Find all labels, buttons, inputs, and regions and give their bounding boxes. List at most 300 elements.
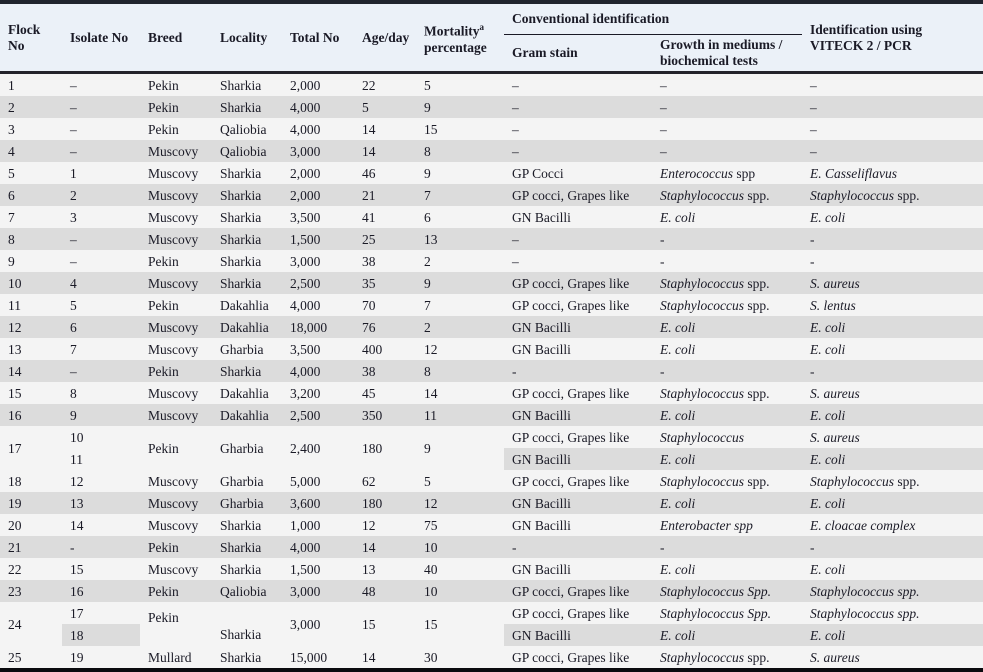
cell-gram-stain: GP Cocci bbox=[504, 162, 652, 184]
cell-isolate-no: 14 bbox=[62, 514, 140, 536]
cell-growth-mediums: – bbox=[652, 73, 802, 97]
col-header-viteck-pcr bbox=[802, 2, 983, 73]
cell-flock-no: 21 bbox=[0, 536, 62, 558]
cell-viteck-pcr: E. coli bbox=[802, 338, 983, 360]
mortality-footnote-marker: a bbox=[479, 22, 484, 33]
cell-locality: Gharbia bbox=[212, 470, 282, 492]
cell-flock-no: 23 bbox=[0, 580, 62, 602]
cell-viteck-pcr: E. coli bbox=[802, 404, 983, 426]
cell-age: 180 bbox=[354, 426, 416, 470]
cell-flock-no: 8 bbox=[0, 228, 62, 250]
cell-age: 15 bbox=[354, 602, 416, 646]
table-row bbox=[0, 272, 983, 294]
col-header-age: Age/day bbox=[354, 2, 416, 73]
cell-viteck-pcr: – bbox=[802, 118, 983, 140]
cell-flock-no: 9 bbox=[0, 250, 62, 272]
cell-breed: Muscovy bbox=[140, 404, 212, 426]
cell-growth-mediums: E. coli bbox=[652, 338, 802, 360]
cell-viteck-pcr: S. aureus bbox=[802, 272, 983, 294]
cell-isolate-no: – bbox=[62, 118, 140, 140]
cell-flock-no: 2 bbox=[0, 96, 62, 118]
cell-mortality: 11 bbox=[416, 404, 504, 426]
cell-growth-mediums: - bbox=[652, 536, 802, 558]
cell-isolate-no: – bbox=[62, 228, 140, 250]
cell-gram-stain: GP cocci, Grapes like bbox=[504, 382, 652, 404]
cell-total-no: 1,500 bbox=[282, 228, 354, 250]
cell-mortality: 10 bbox=[416, 536, 504, 558]
cell-locality: Sharkia bbox=[212, 558, 282, 580]
cell-gram-stain: – bbox=[504, 118, 652, 140]
cell-viteck-pcr: Staphylococcus spp. bbox=[802, 580, 983, 602]
table-row bbox=[0, 96, 983, 118]
col-group-conventional-identification: Conventional identification bbox=[504, 2, 802, 35]
cell-isolate-no: – bbox=[62, 140, 140, 162]
cell-growth-mediums: E. coli bbox=[652, 624, 802, 646]
cell-age: 25 bbox=[354, 228, 416, 250]
cell-locality: Sharkia bbox=[212, 73, 282, 97]
col-header-growth-mediums bbox=[652, 35, 802, 73]
cell-breed: Pekin bbox=[140, 250, 212, 272]
cell-total-no: 4,000 bbox=[282, 118, 354, 140]
cell-breed: Pekin bbox=[140, 580, 212, 602]
cell-total-no: 2,000 bbox=[282, 184, 354, 206]
cell-total-no: 3,600 bbox=[282, 492, 354, 514]
cell-isolate-no: 1 bbox=[62, 162, 140, 184]
cell-mortality: 15 bbox=[416, 602, 504, 646]
col-header-isolate-no: Isolate No bbox=[62, 2, 140, 73]
cell-breed: Muscovy bbox=[140, 558, 212, 580]
table-row bbox=[0, 580, 983, 602]
cell-viteck-pcr: E. coli bbox=[802, 558, 983, 580]
table-row bbox=[0, 514, 983, 536]
col-header-total-no: Total No bbox=[282, 2, 354, 73]
cell-total-no: 15,000 bbox=[282, 646, 354, 670]
cell-viteck-pcr: E. coli bbox=[802, 316, 983, 338]
cell-gram-stain: GN Bacilli bbox=[504, 316, 652, 338]
cell-total-no: 3,000 bbox=[282, 250, 354, 272]
cell-viteck-pcr: - bbox=[802, 250, 983, 272]
cell-age: 14 bbox=[354, 646, 416, 670]
mortality-label-line2: percentage bbox=[424, 39, 487, 55]
cell-breed: Pekin bbox=[140, 426, 212, 470]
cell-locality: Dakahlia bbox=[212, 294, 282, 316]
cell-flock-no: 14 bbox=[0, 360, 62, 382]
cell-growth-mediums: Staphylococcus Spp. bbox=[652, 602, 802, 624]
cell-locality: Qaliobia bbox=[212, 580, 282, 602]
cell-total-no: 5,000 bbox=[282, 470, 354, 492]
cell-gram-stain: GP cocci, Grapes like bbox=[504, 580, 652, 602]
cell-isolate-no: – bbox=[62, 360, 140, 382]
cell-viteck-pcr: - bbox=[802, 228, 983, 250]
cell-breed: Pekin bbox=[140, 602, 212, 646]
header-row-1 bbox=[0, 2, 983, 35]
cell-mortality: 30 bbox=[416, 646, 504, 670]
cell-age: 21 bbox=[354, 184, 416, 206]
cell-locality: Gharbia bbox=[212, 338, 282, 360]
cell-viteck-pcr: E. coli bbox=[802, 492, 983, 514]
cell-total-no: 3,200 bbox=[282, 382, 354, 404]
cell-flock-no: 1 bbox=[0, 73, 62, 97]
cell-growth-mediums: Staphylococcus spp. bbox=[652, 646, 802, 670]
cell-total-no: 3,500 bbox=[282, 206, 354, 228]
cell-breed: Muscovy bbox=[140, 470, 212, 492]
cell-gram-stain: GP cocci, Grapes like bbox=[504, 602, 652, 624]
cell-total-no: 3,500 bbox=[282, 338, 354, 360]
table-row bbox=[0, 316, 983, 338]
cell-viteck-pcr: S. aureus bbox=[802, 426, 983, 448]
cell-gram-stain: GP cocci, Grapes like bbox=[504, 646, 652, 670]
cell-growth-mediums: Staphylococcus bbox=[652, 426, 802, 448]
cell-isolate-no: 7 bbox=[62, 338, 140, 360]
cell-isolate-no: – bbox=[62, 96, 140, 118]
table-row bbox=[0, 118, 983, 140]
cell-mortality: 8 bbox=[416, 140, 504, 162]
cell-age: 350 bbox=[354, 404, 416, 426]
cell-locality: Sharkia bbox=[212, 228, 282, 250]
cell-breed: Muscovy bbox=[140, 492, 212, 514]
table-body bbox=[0, 73, 983, 671]
cell-locality: Sharkia bbox=[212, 162, 282, 184]
cell-flock-no: 19 bbox=[0, 492, 62, 514]
cell-viteck-pcr: – bbox=[802, 73, 983, 97]
cell-total-no: 2,500 bbox=[282, 404, 354, 426]
cell-viteck-pcr: E. Casseliflavus bbox=[802, 162, 983, 184]
cell-gram-stain: – bbox=[504, 96, 652, 118]
cell-mortality: 13 bbox=[416, 228, 504, 250]
cell-isolate-no: 18 bbox=[62, 624, 140, 646]
cell-viteck-pcr: - bbox=[802, 536, 983, 558]
cell-age: 5 bbox=[354, 96, 416, 118]
cell-mortality: 7 bbox=[416, 294, 504, 316]
cell-locality: Sharkia bbox=[212, 360, 282, 382]
cell-gram-stain: GN Bacilli bbox=[504, 624, 652, 646]
cell-gram-stain: GN Bacilli bbox=[504, 404, 652, 426]
cell-locality: Sharkia bbox=[212, 206, 282, 228]
cell-locality: Dakahlia bbox=[212, 316, 282, 338]
cell-gram-stain: GP cocci, Grapes like bbox=[504, 294, 652, 316]
cell-breed: Muscovy bbox=[140, 272, 212, 294]
cell-gram-stain: GN Bacilli bbox=[504, 206, 652, 228]
cell-age: 41 bbox=[354, 206, 416, 228]
cell-locality: Dakahlia bbox=[212, 382, 282, 404]
cell-gram-stain: – bbox=[504, 250, 652, 272]
cell-mortality: 10 bbox=[416, 580, 504, 602]
cell-locality: Sharkia bbox=[212, 272, 282, 294]
cell-flock-no: 12 bbox=[0, 316, 62, 338]
cell-age: 14 bbox=[354, 140, 416, 162]
cell-gram-stain: GN Bacilli bbox=[504, 338, 652, 360]
cell-growth-mediums: E. coli bbox=[652, 206, 802, 228]
cell-viteck-pcr: E. coli bbox=[802, 624, 983, 646]
cell-total-no: 2,500 bbox=[282, 272, 354, 294]
cell-mortality: 12 bbox=[416, 338, 504, 360]
cell-locality: Sharkia bbox=[212, 646, 282, 670]
cell-isolate-no: 2 bbox=[62, 184, 140, 206]
cell-breed: Muscovy bbox=[140, 184, 212, 206]
cell-age: 62 bbox=[354, 470, 416, 492]
cell-age: 38 bbox=[354, 250, 416, 272]
cell-total-no: 1,000 bbox=[282, 514, 354, 536]
cell-locality: Dakahlia bbox=[212, 404, 282, 426]
cell-mortality: 5 bbox=[416, 470, 504, 492]
cell-isolate-no: 15 bbox=[62, 558, 140, 580]
cell-gram-stain: GN Bacilli bbox=[504, 514, 652, 536]
cell-mortality: 2 bbox=[416, 316, 504, 338]
cell-breed: Muscovy bbox=[140, 338, 212, 360]
col-header-gram-stain: Gram stain bbox=[504, 35, 652, 73]
cell-growth-mediums: Staphylococcus spp. bbox=[652, 184, 802, 206]
cell-age: 180 bbox=[354, 492, 416, 514]
cell-isolate-no: 11 bbox=[62, 448, 140, 470]
cell-age: 14 bbox=[354, 118, 416, 140]
cell-locality: Sharkia bbox=[212, 514, 282, 536]
cell-gram-stain: – bbox=[504, 73, 652, 97]
table-header bbox=[0, 2, 983, 73]
col-header-mortality bbox=[416, 2, 504, 73]
cell-gram-stain: GP cocci, Grapes like bbox=[504, 272, 652, 294]
cell-growth-mediums: Enterobacter spp bbox=[652, 514, 802, 536]
col-header-flock-no: Flock No bbox=[0, 2, 62, 73]
cell-viteck-pcr: E. coli bbox=[802, 448, 983, 470]
growth-label-line1: Growth in mediums / bbox=[660, 37, 783, 52]
cell-breed: Pekin bbox=[140, 360, 212, 382]
cell-age: 13 bbox=[354, 558, 416, 580]
cell-viteck-pcr: S. aureus bbox=[802, 382, 983, 404]
cell-flock-no: 7 bbox=[0, 206, 62, 228]
cell-growth-mediums: – bbox=[652, 96, 802, 118]
cell-mortality: 9 bbox=[416, 162, 504, 184]
cell-flock-no: 13 bbox=[0, 338, 62, 360]
mortality-label: Mortality bbox=[424, 23, 480, 39]
viteck-label-line1: Identification using bbox=[810, 21, 923, 37]
cell-mortality: 5 bbox=[416, 73, 504, 97]
table-row bbox=[0, 338, 983, 360]
cell-growth-mediums: - bbox=[652, 228, 802, 250]
table-row bbox=[0, 206, 983, 228]
cell-growth-mediums: – bbox=[652, 118, 802, 140]
cell-flock-no: 17 bbox=[0, 426, 62, 470]
cell-flock-no: 6 bbox=[0, 184, 62, 206]
cell-isolate-no: 13 bbox=[62, 492, 140, 514]
cell-mortality: 2 bbox=[416, 250, 504, 272]
cell-mortality: 7 bbox=[416, 184, 504, 206]
cell-growth-mediums: E. coli bbox=[652, 558, 802, 580]
cell-breed: Muscovy bbox=[140, 316, 212, 338]
cell-isolate-no: 9 bbox=[62, 404, 140, 426]
cell-breed: Pekin bbox=[140, 118, 212, 140]
cell-total-no: 4,000 bbox=[282, 294, 354, 316]
cell-growth-mediums: - bbox=[652, 250, 802, 272]
table-row bbox=[0, 426, 983, 448]
cell-flock-no: 18 bbox=[0, 470, 62, 492]
cell-breed: Muscovy bbox=[140, 162, 212, 184]
cell-isolate-no: – bbox=[62, 73, 140, 97]
cell-total-no: 2,400 bbox=[282, 426, 354, 470]
cell-mortality: 9 bbox=[416, 96, 504, 118]
cell-total-no: 2,000 bbox=[282, 162, 354, 184]
cell-viteck-pcr: Staphylococcus spp. bbox=[802, 184, 983, 206]
cell-mortality: 40 bbox=[416, 558, 504, 580]
cell-viteck-pcr: S. aureus bbox=[802, 646, 983, 670]
cell-gram-stain: - bbox=[504, 360, 652, 382]
cell-growth-mediums: E. coli bbox=[652, 404, 802, 426]
cell-total-no: 18,000 bbox=[282, 316, 354, 338]
cell-flock-no: 24 bbox=[0, 602, 62, 646]
cell-age: 22 bbox=[354, 73, 416, 97]
cell-age: 12 bbox=[354, 514, 416, 536]
cell-locality: Gharbia bbox=[212, 426, 282, 470]
cell-breed: Pekin bbox=[140, 294, 212, 316]
cell-total-no: 4,000 bbox=[282, 96, 354, 118]
cell-isolate-no: 5 bbox=[62, 294, 140, 316]
cell-isolate-no: – bbox=[62, 250, 140, 272]
cell-gram-stain: – bbox=[504, 228, 652, 250]
cell-locality: Sharkia bbox=[212, 96, 282, 118]
cell-isolate-no: 8 bbox=[62, 382, 140, 404]
cell-flock-no: 3 bbox=[0, 118, 62, 140]
cell-total-no: 3,000 bbox=[282, 140, 354, 162]
cell-isolate-no: 10 bbox=[62, 426, 140, 448]
table-row bbox=[0, 602, 983, 624]
cell-locality: Qaliobia bbox=[212, 118, 282, 140]
cell-isolate-no: 16 bbox=[62, 580, 140, 602]
table-row bbox=[0, 360, 983, 382]
cell-flock-no: 11 bbox=[0, 294, 62, 316]
cell-breed: Muscovy bbox=[140, 382, 212, 404]
cell-growth-mediums: E. coli bbox=[652, 316, 802, 338]
cell-viteck-pcr: Staphylococcus spp. bbox=[802, 470, 983, 492]
table-row bbox=[0, 73, 983, 97]
cell-breed: Muscovy bbox=[140, 140, 212, 162]
table-row bbox=[0, 382, 983, 404]
cell-isolate-no: 3 bbox=[62, 206, 140, 228]
cell-flock-no: 4 bbox=[0, 140, 62, 162]
cell-growth-mediums: Staphylococcus spp. bbox=[652, 470, 802, 492]
cell-gram-stain: GP cocci, Grapes like bbox=[504, 470, 652, 492]
cell-locality: Sharkia bbox=[212, 536, 282, 558]
cell-total-no: 3,000 bbox=[282, 602, 354, 646]
cell-gram-stain: - bbox=[504, 536, 652, 558]
table-row bbox=[0, 470, 983, 492]
table-row bbox=[0, 558, 983, 580]
cell-breed: Muscovy bbox=[140, 206, 212, 228]
cell-breed: Muscovy bbox=[140, 514, 212, 536]
cell-flock-no: 22 bbox=[0, 558, 62, 580]
col-header-breed: Breed bbox=[140, 2, 212, 73]
cell-flock-no: 20 bbox=[0, 514, 62, 536]
cell-mortality: 9 bbox=[416, 272, 504, 294]
cell-flock-no: 5 bbox=[0, 162, 62, 184]
cell-mortality: 12 bbox=[416, 492, 504, 514]
cell-viteck-pcr: E. cloacae complex bbox=[802, 514, 983, 536]
cell-locality: Sharkia bbox=[212, 602, 282, 646]
cell-age: 400 bbox=[354, 338, 416, 360]
cell-viteck-pcr: E. coli bbox=[802, 206, 983, 228]
cell-breed: Muscovy bbox=[140, 228, 212, 250]
cell-mortality: 8 bbox=[416, 360, 504, 382]
cell-age: 70 bbox=[354, 294, 416, 316]
cell-total-no: 3,000 bbox=[282, 580, 354, 602]
table-row bbox=[0, 404, 983, 426]
cell-total-no: 4,000 bbox=[282, 536, 354, 558]
cell-growth-mediums: Staphylococcus Spp. bbox=[652, 580, 802, 602]
table-row bbox=[0, 536, 983, 558]
table-row bbox=[0, 646, 983, 670]
cell-growth-mediums: - bbox=[652, 360, 802, 382]
cell-gram-stain: GN Bacilli bbox=[504, 448, 652, 470]
cell-growth-mediums: E. coli bbox=[652, 492, 802, 514]
cell-locality: Sharkia bbox=[212, 250, 282, 272]
cell-gram-stain: – bbox=[504, 140, 652, 162]
table-row bbox=[0, 140, 983, 162]
table-row bbox=[0, 162, 983, 184]
growth-label-line2: biochemical tests bbox=[660, 53, 758, 68]
cell-locality: Sharkia bbox=[212, 184, 282, 206]
cell-locality: Gharbia bbox=[212, 492, 282, 514]
cell-gram-stain: GN Bacilli bbox=[504, 558, 652, 580]
cell-growth-mediums: Staphylococcus spp. bbox=[652, 272, 802, 294]
cell-isolate-no: 19 bbox=[62, 646, 140, 670]
cell-flock-no: 25 bbox=[0, 646, 62, 670]
cell-growth-mediums: Enterococcus spp bbox=[652, 162, 802, 184]
table-row bbox=[0, 228, 983, 250]
cell-total-no: 2,000 bbox=[282, 73, 354, 97]
cell-mortality: 75 bbox=[416, 514, 504, 536]
cell-flock-no: 16 bbox=[0, 404, 62, 426]
cell-growth-mediums: – bbox=[652, 140, 802, 162]
cell-breed: Pekin bbox=[140, 536, 212, 558]
cell-total-no: 4,000 bbox=[282, 360, 354, 382]
cell-gram-stain: GN Bacilli bbox=[504, 492, 652, 514]
cell-viteck-pcr: – bbox=[802, 96, 983, 118]
cell-breed: Mullard bbox=[140, 646, 212, 670]
cell-age: 38 bbox=[354, 360, 416, 382]
cell-age: 45 bbox=[354, 382, 416, 404]
cell-viteck-pcr: – bbox=[802, 140, 983, 162]
cell-gram-stain: GP cocci, Grapes like bbox=[504, 426, 652, 448]
cell-isolate-no: - bbox=[62, 536, 140, 558]
table-row bbox=[0, 250, 983, 272]
cell-viteck-pcr: - bbox=[802, 360, 983, 382]
cell-isolate-no: 6 bbox=[62, 316, 140, 338]
cell-growth-mediums: E. coli bbox=[652, 448, 802, 470]
cell-age: 14 bbox=[354, 536, 416, 558]
cell-flock-no: 10 bbox=[0, 272, 62, 294]
cell-total-no: 1,500 bbox=[282, 558, 354, 580]
cell-breed: Pekin bbox=[140, 73, 212, 97]
cell-isolate-no: 12 bbox=[62, 470, 140, 492]
cell-isolate-no: 4 bbox=[62, 272, 140, 294]
table-row bbox=[0, 184, 983, 206]
viteck-label-line2: VITECK 2 / PCR bbox=[810, 37, 912, 53]
col-header-locality: Locality bbox=[212, 2, 282, 73]
cell-gram-stain: GP cocci, Grapes like bbox=[504, 184, 652, 206]
cell-locality: Qaliobia bbox=[212, 140, 282, 162]
cell-age: 35 bbox=[354, 272, 416, 294]
cell-mortality: 15 bbox=[416, 118, 504, 140]
cell-mortality: 9 bbox=[416, 426, 504, 470]
cell-mortality: 6 bbox=[416, 206, 504, 228]
cell-mortality: 14 bbox=[416, 382, 504, 404]
table-row bbox=[0, 294, 983, 316]
cell-viteck-pcr: Staphylococcus spp. bbox=[802, 602, 983, 624]
cell-age: 48 bbox=[354, 580, 416, 602]
cell-flock-no: 15 bbox=[0, 382, 62, 404]
cell-age: 46 bbox=[354, 162, 416, 184]
cell-growth-mediums: Staphylococcus spp. bbox=[652, 294, 802, 316]
cell-viteck-pcr: S. lentus bbox=[802, 294, 983, 316]
cell-age: 76 bbox=[354, 316, 416, 338]
